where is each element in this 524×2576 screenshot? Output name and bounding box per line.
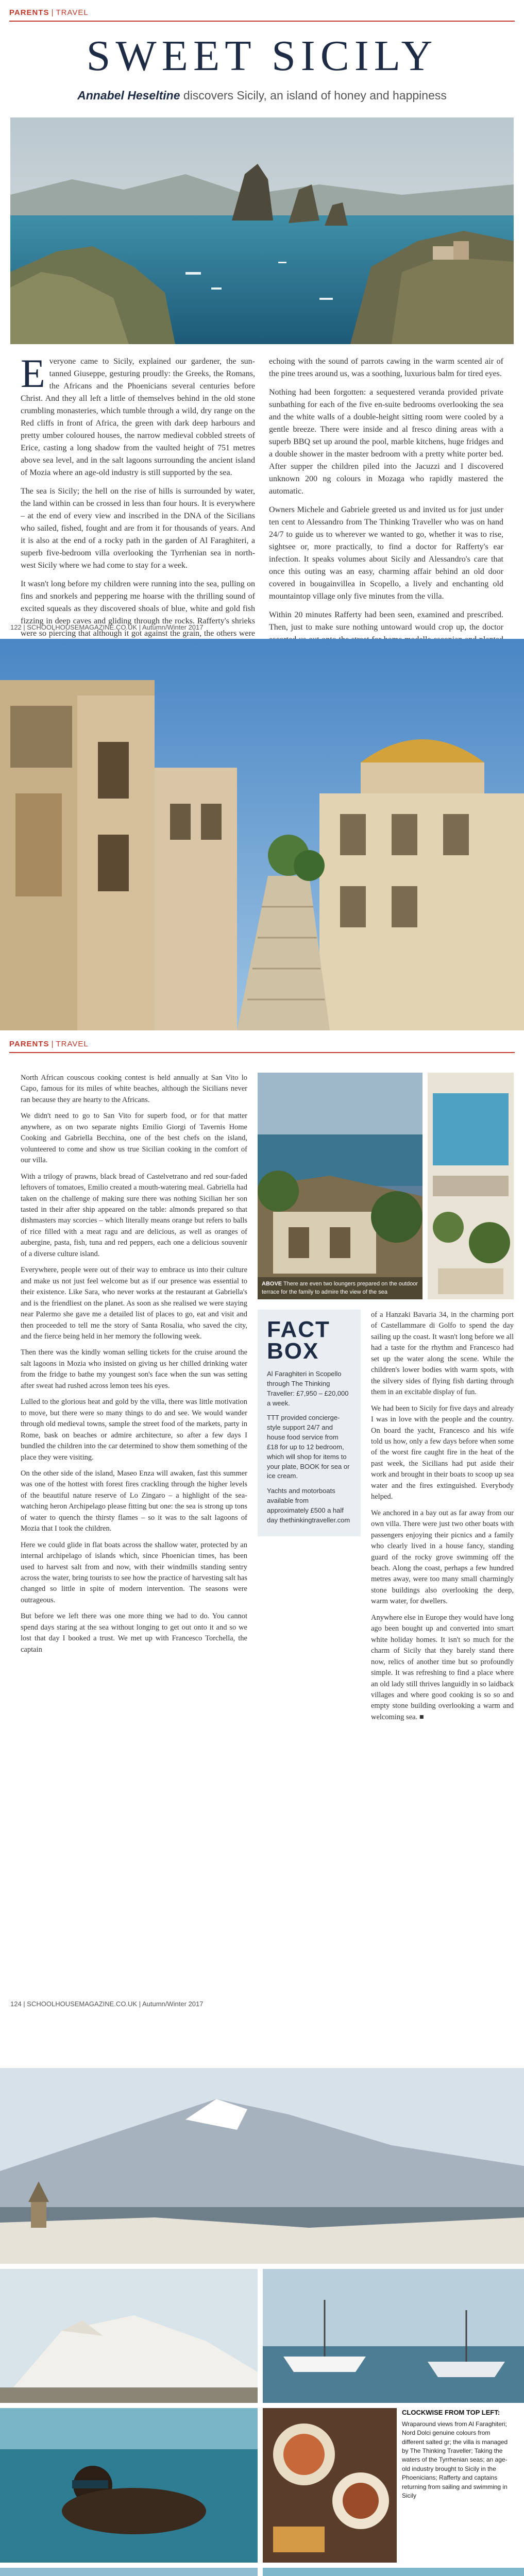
salt-pans-photo [0, 2068, 524, 2264]
section-header [9, 1040, 89, 1048]
author-name: Annabel Heseltine [77, 89, 180, 102]
section-sublabel: TRAVEL [56, 8, 89, 17]
fact-box-title: FACT BOX [267, 1317, 330, 1364]
article-subtitle [0, 89, 524, 103]
swimmer-photo [0, 2408, 258, 2563]
paragraph: Within 20 minutes Rafferty had been seen, examined and prescribed. Then, just to make sure nothing untoward would crop up, the doctor [269, 611, 503, 632]
page-one [0, 0, 524, 1031]
fact-line: Yachts and motorboats available from approximately £500 a half day thethinkingtraveller.com [267, 1487, 350, 1524]
boat-sign-photo [0, 2568, 258, 2576]
article-title: SWEET SICILY [86, 32, 438, 80]
paragraph: Anywhere else in Europe they would have long ago been bought up and converted into smart white holiday homes. It isn't so much for the charm of Sicily that they barely stand there now, relics of another time but so profoundly simple. It was refreshing to find a place where an old lady still thrives languidly in so laidback villages and where good cooking is so so and empty stone building overlooking a warm and welcoming sea. ■ [371, 1613, 514, 1721]
paragraph: North African couscous cooking contest is held annually at San Vito lo Capo, famous for its miles of white beaches, although the Sicilians never ran because they are hearty to the Africans. [21, 1074, 247, 1104]
paragraph: Then there was the kindly woman selling tickets for the cruise around the salt lagoons in Mozia who insisted on giving us her chilled drinking water from the fridge to bathe my youngest son's face when the sun was setting after sweat had rushed across lemon tees his eyes. [21, 1348, 247, 1390]
section-label: PARENTS [9, 1040, 49, 1048]
pool-illustration [428, 1073, 514, 1299]
fact-line: Al Faraghiteri in Scopello through The Thinking Traveller: £7,950 – £20,000 a week. [267, 1370, 349, 1407]
paragraph: The sea is Sicily; the hell on the rise of hills is surrounded by water, the land within can be crossed in less than four hours. It is everywhere – at the end of every view and inscribed in the DNA of the Sicilians who sailed, fished, fought and are from it for thousands of years. And it is also at the end of a rocky path in the garden of Al Faraghiteri, a superb five-bedroom villa overlooking the Tyrrhenian sea in north-west Sicily where we had come to stay for a week. [21, 487, 255, 570]
paragraph: of a Hanzaki Bavaria 34, in the charming port of Castellammare di Golfo to spend the day sailing up the coast. It wasn't long before we all had a taste for the rhythm and Francesco had set up the water along the scene. While the children's lower bodies with warm spots, with the silvery sides of flying fish darting through them in an excitable display of fun. [371, 1311, 514, 1397]
article-column-right-page2 [371, 1310, 514, 1728]
page-two [0, 1031, 524, 2068]
caption-title: CLOCKWISE FROM TOP LEFT: [402, 2409, 500, 2416]
section-label: PARENTS [9, 8, 49, 17]
photo-captions [402, 2408, 514, 2500]
sea-swim-illustration [263, 2568, 524, 2576]
caption-text: Wraparound views from Al Faraghiteri; Nord Dolci genuine colours from different salted gr; the villa is managed by The Thinking Traveller; Taking the waters of the Tyrrhenian seas; an age-old industry brought to Sicily in the Phoenicians; Rafferty and captains returning from sailing and swimming in Sicily [402, 2420, 508, 2499]
villa-illustration [258, 1073, 422, 1299]
paragraph: We didn't need to go to San Vito for superb food, or for that matter anywhere, as on two separate nights Emilio Giorgi of Tavernis Home Cooking and Gabriella Becchina, one of the best chefs on the island, volunteered to come and show us true Sicilian cooking in the comfort of our villa. [21, 1112, 247, 1165]
section-header [9, 8, 89, 17]
paragraph: It wasn't long before my children were running into the sea, pulling on fins and snorkels and peppering me hoarse with the thrilling sound of excited squeals as they discovered shoals of blue, white and gold fish fizzing in deep caves and gliding through the rocks. Rafferty's shrieks were so piercing that although it got against the grain, the others were [21, 580, 255, 638]
pool-photo [428, 1073, 514, 1299]
villa-photo-caption: ABOVE There are even two loungers prepared on the outdoor terrace for the family to admire the view of the sea [258, 1277, 422, 1299]
fact-box [258, 1310, 361, 1536]
salt-heap-photo [0, 2269, 258, 2403]
food-illustration [263, 2408, 397, 2563]
paragraph: Everywhere, people were out of their way to embrace us into their culture and make us not just feel welcome but as if our presence was essential to their existence. Like Sara, who never works at the restaurant at Gabriella's and is the friendliest on the planet. As soon as she realised we were staying near Palermo she gave me a detailed list of places to go, eat and visit and then proceeded to tell me the story of Santa Rosalia, who saved the city, and the fierce being held in her memory the following week. [21, 1266, 247, 1341]
street-photo [0, 639, 524, 1030]
paragraph: Owners Michele and Gabriele greeted us and invited us for just under ten cent to Alessandro from The Thinking Traveller who was on hand 24/7 to guide us to wherever we wanted to go, whether it was to rise, sightsee or, more practically, to find a doctor for Rafferty's ear infection. It speaks volumes about Sicily and Alessandro's care that once this outing was an easy, charming affair behind an old door covered in bougainvillea in Scopello, a lively and enchanting old mountaintop village only five minutes from the villa. [269, 505, 503, 601]
paragraph: echoing with the sound of parrots cawing in the warm scented air of the pine trees around us, was a soothing, luxurious balm for tired eyes. [269, 357, 503, 378]
paragraph: But before we left there was one more thing we had to do. You cannot spend days staring at the sea without longing to get out onto it and so we lost that day I booked a trust. We met up with Francesco Torchella, the captain [21, 1612, 247, 1654]
page-footer: 124 | SCHOOLHOUSEMAGAZINE.CO.UK | Autumn/Winter 2017 [10, 2000, 204, 2008]
coast-illustration [10, 117, 514, 344]
section-divider: | [51, 1040, 54, 1048]
fact-line: TTT provided concierge-style support 24/7 and house food service from £18 for up to 12 bedroom, which will shop for items to your plate, BOOK for sea or ice cream. [267, 1414, 350, 1480]
paragraph: On the other side of the island, Maseo Enza will awaken, fast this summer was one of the hottest with forest fires crackling through the higher levels of the beautiful nature reserve of Lo Zingaro – a highlight of the sea-watching heron Archipelago please fitting but one: the sea is strong up tons of water to quench the thirsty flames – so it was to the salt lagoons of Mozia that I took the children. [21, 1469, 247, 1533]
section-divider: | [51, 8, 54, 17]
paragraph: Here we could glide in flat boats across the shallow water, protected by an internal archipelago of islands which, since Phoenician times, has been used to harvest salt from and now, with their windmills standing sentry across the water, bring tourists to see how the practice of harvesting salt has changed so little in spite of modern intervention. The seasons were outrageous. [21, 1540, 247, 1604]
article-column-left-page2 [21, 1073, 247, 1660]
paragraph: Nothing had been forgotten: a sequestered veranda provided private sunbathing for each of the five en-suite bedrooms overlooking the sea and the white walls of a double-height sitting room were cooled by a gentle breeze. There were inside and al fresco dining areas with a superb BBQ set up around the pool, marble kitchens, huge fridges and a double shower in the master bedroom with a pretty white porter bed. After supper the children piled into the Jacuzzi and I discovered unknown 200 ng colours in Mozaga who rapidly mastered the automatic. [269, 388, 503, 496]
page-footer: 122 | SCHOOLHOUSEMAGAZINE.CO.UK | Autumn/Winter 2017 [10, 623, 204, 631]
salt-heap-illustration [0, 2269, 258, 2403]
subtitle-text: discovers Sicily, an island of honey and happiness [183, 89, 447, 102]
harbour-illustration [263, 2269, 524, 2403]
header-rule [9, 1052, 515, 1053]
harbour-photo [263, 2269, 524, 2403]
hero-coast-photo [10, 117, 514, 344]
boat-sign-illustration [0, 2568, 258, 2576]
page-three [0, 2068, 524, 2576]
food-photo [263, 2408, 397, 2563]
paragraph: We anchored in a bay out as far away from our own villa. There were just two other boats with passengers enjoying their picnics and a family who clearly lived in a house fancy, standing guard of the rocky grove swimming off the beach. Along the coast, perhaps a few hundred metres away, were too many small charmingly stone buildings also overlooking the deep, warm water, for dwellers. [371, 1509, 514, 1606]
section-sublabel: TRAVEL [56, 1040, 89, 1048]
paragraph: We had been to Sicily for five days and already I was in love with the people and the country. On board the yacht, Francesco and his wife told us how, only a few days before when some of the worst fire caught fire in the heat of the past week, the Sicilians had put aside their work and brought in their boats to scoop up sea water and the fires extinguished. Everybody helped. [371, 1404, 514, 1501]
paragraph: Lulled to the glorious heat and gold by the villa, there was little motivation to move, but there were so many things to do and see. We would wander through old medieval towns, sample the street food of the markets, party in Rome, bask on beaches or admire architecture, so after a few days I bundled the children into the car determined to show them something of the place they were visiting. [21, 1398, 247, 1462]
villa-terrace-photo [258, 1073, 422, 1299]
drop-cap: E [21, 351, 45, 396]
paragraph: Everyone came to Sicily, explained our gardener, the sun-tanned Giuseppe, gesturing proudly: the Greeks, the Romans, the Africans and the Phoenicians several centuries before Christ. And they all left a little of themselves behind in the old stone crumbling monasteries, which tumble through a wild, dry range on the Red cliffs in front of Africa, the green with dark deep harbours and pretty umber coloured houses, the narrow medieval cobbled streets of Erice, casting a long shadow from the vaulted height of 751 metres above sea level, and in the salt lagoons surrounding the ancient island of Mozia where an age-old industry is still supported by the sea. [21, 351, 255, 477]
paragraph: With a trilogy of prawns, black bread of Castelvetrano and red sour-faded leftovers of tomatoes, Emilio created a mouth-watering meal. Gabriella had taken on the challenge of making sure there was nothing Sicilian her son tasted in their after ship appeared on the table: almonds prepared so that dishmasters may scorcies – which literally means orange but refers to balls of rice filled with a meat ragu and are delicious, as well as oranges of aubergine, pasta, fish, tuna and red peppers, each one a delicious souvenir of a diverse culture island. [21, 1172, 247, 1258]
swimmer-illustration [0, 2408, 258, 2563]
sea-swim-photo [263, 2568, 524, 2576]
salt-pans-illustration [0, 2068, 524, 2264]
street-illustration [0, 639, 524, 1030]
header-rule [9, 21, 515, 22]
